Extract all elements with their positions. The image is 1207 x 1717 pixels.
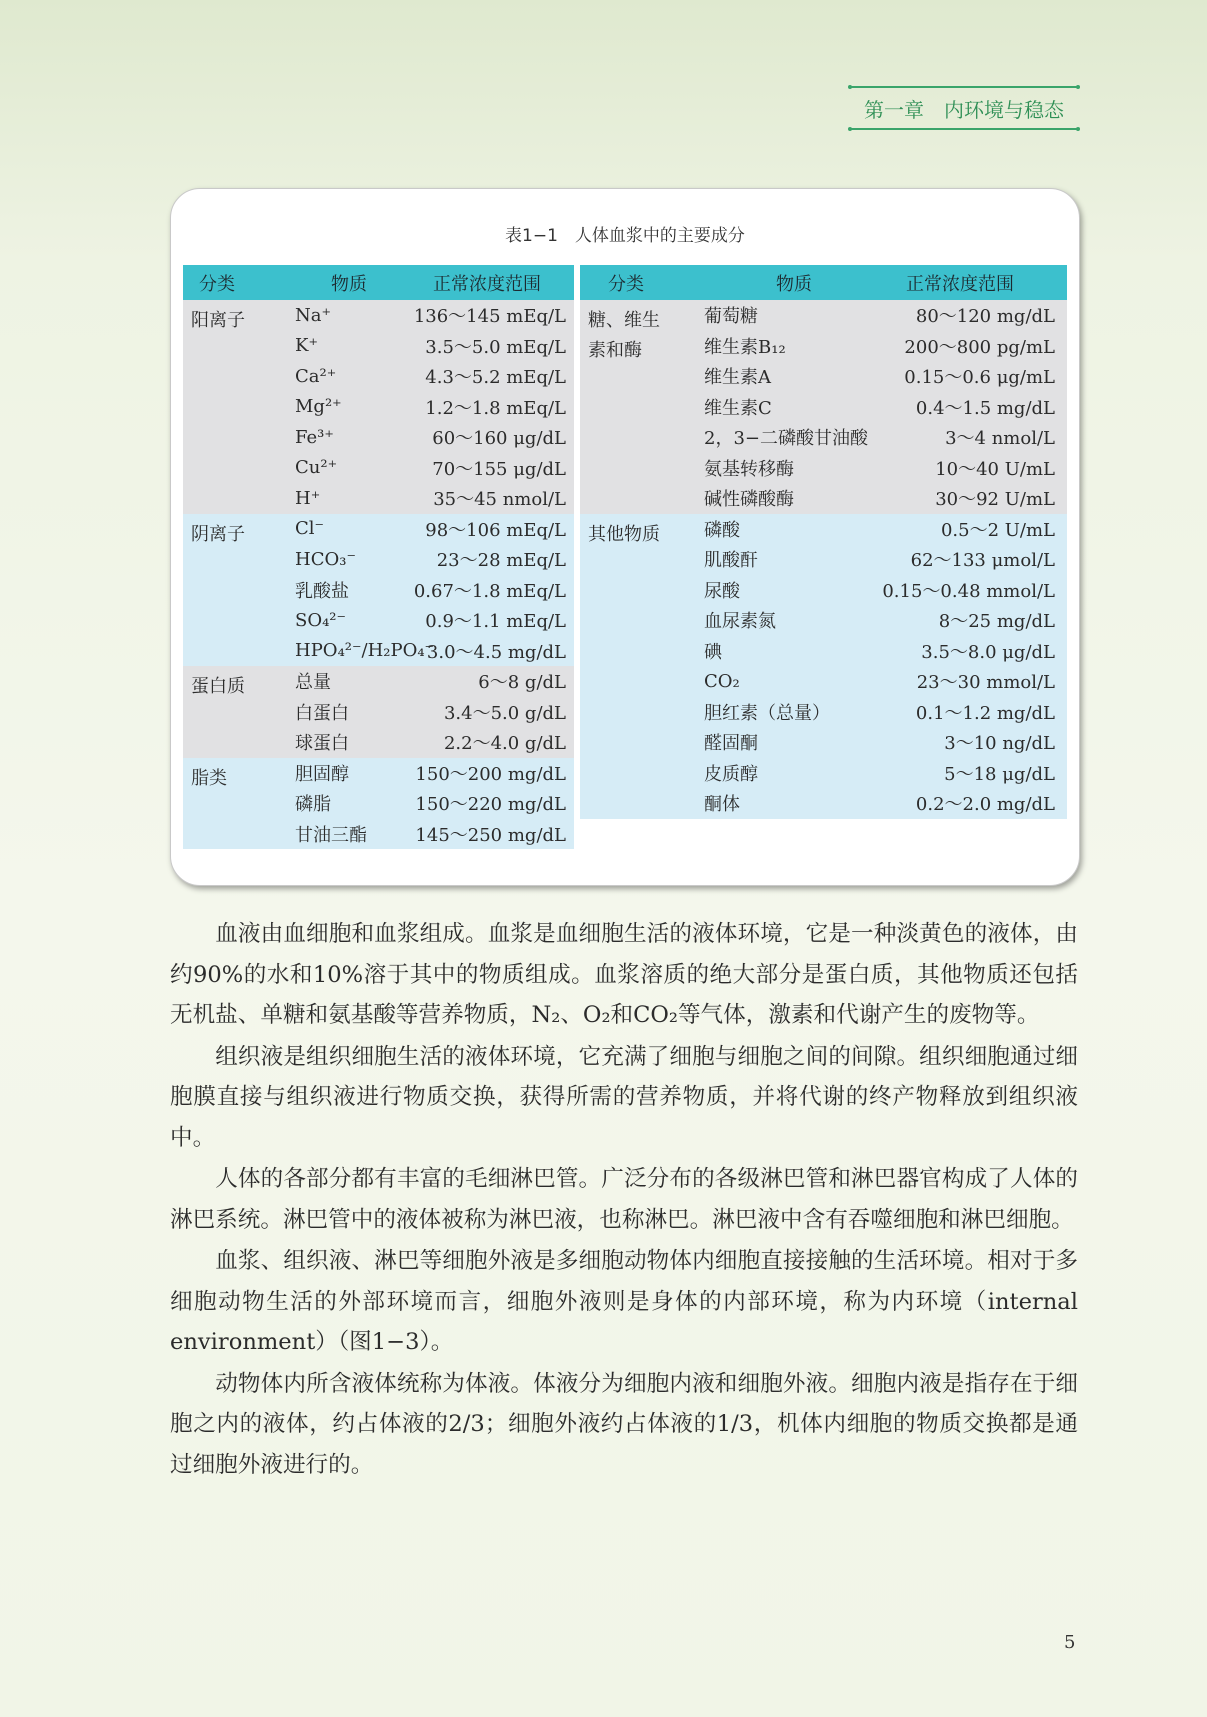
- group-category: 阴离子: [191, 523, 245, 545]
- substance-cell: 血尿素氮: [704, 611, 776, 633]
- range-cell: 60～160 μg/dL: [432, 428, 566, 450]
- table-header-left: [183, 265, 574, 300]
- substance-cell: 2，3−二磷酸甘油酸: [704, 428, 868, 450]
- table-group: [183, 514, 574, 667]
- substance-cell: 球蛋白: [295, 733, 349, 755]
- substance-cell: 肌酸酐: [704, 550, 758, 572]
- header-dot-ornament: [848, 85, 852, 89]
- range-cell: 2.2～4.0 g/dL: [443, 733, 566, 755]
- table-row: [183, 453, 574, 484]
- plasma-components-table: [170, 188, 1080, 886]
- substance-cell: Fe³⁺: [295, 426, 334, 448]
- substance-cell: 维生素A: [704, 367, 771, 389]
- table-row: [580, 392, 1067, 423]
- table-row: [183, 514, 574, 545]
- body-paragraph: 人体的各部分都有丰富的毛细淋巴管。广泛分布的各级淋巴管和淋巴器官构成了人体的淋巴系统。淋巴管中的液体被称为淋巴液，也称淋巴。淋巴液中含有吞噬细胞和淋巴细胞。: [170, 1166, 1078, 1233]
- substance-cell: 酮体: [704, 794, 740, 816]
- substance-cell: 维生素B₁₂: [704, 336, 786, 358]
- range-cell: 3.5～5.0 mEq/L: [425, 336, 566, 358]
- table-caption: 表1−1 人体血浆中的主要成分: [505, 226, 745, 246]
- table-row: [183, 758, 574, 789]
- table-group: [580, 300, 1067, 514]
- header-category: 分类: [608, 273, 644, 295]
- substance-cell: 胆红素（总量）: [704, 702, 830, 724]
- substance-cell: SO₄²⁻: [295, 609, 347, 631]
- header-substance: 物质: [776, 273, 812, 295]
- range-cell: 3～4 nmol/L: [945, 428, 1055, 450]
- table-group: [183, 758, 574, 850]
- body-paragraph: 血浆、组织液、淋巴等细胞外液是多细胞动物体内细胞直接接触的生活环境。相对于多细胞动物生活的外部环境而言，细胞外液则是身体的内部环境，称为内环境（internal environment）（图1−3）。: [170, 1248, 1078, 1355]
- table-header-right: [580, 265, 1067, 300]
- body-paragraph: 血液由血细胞和血浆组成。血浆是血细胞生活的液体环境，它是一种淡黄色的液体，由约90%的水和10%溶于其中的物质组成。血浆溶质的绝大部分是蛋白质，其他物质还包括无机盐、单糖和氨基酸等营养物质，N₂、O₂和CO₂等气体，激素和代谢产生的废物等。: [170, 921, 1078, 1028]
- table-row: [183, 697, 574, 728]
- table-row: [183, 300, 574, 331]
- group-category-line: 糖、维生: [588, 310, 660, 331]
- chapter-title: 第一章 内环境与稳态: [864, 97, 1064, 122]
- group-category-line: 素和酶: [588, 340, 642, 361]
- header-dot-ornament: [848, 127, 852, 131]
- range-cell: 0.4～1.5 mg/dL: [915, 397, 1055, 419]
- range-cell: 0.67～1.8 mEq/L: [413, 580, 566, 602]
- group-category-line: 其他物质: [588, 523, 660, 545]
- table-row: [183, 788, 574, 819]
- table-row: [183, 331, 574, 362]
- substance-cell: 总量: [295, 672, 331, 694]
- range-cell: 1.2～1.8 mEq/L: [425, 397, 566, 419]
- table-left-column: [183, 265, 574, 849]
- substance-cell: Cl⁻: [295, 518, 325, 540]
- substance-cell: Cu²⁺: [295, 457, 338, 479]
- range-cell: 23～28 mEq/L: [436, 550, 566, 572]
- header-dot-ornament: [1076, 127, 1080, 131]
- header-dot-ornament: [1076, 85, 1080, 89]
- header-range: 正常浓度范围: [906, 273, 1014, 295]
- range-cell: 80～120 mg/dL: [915, 306, 1055, 328]
- substance-cell: 醛固酮: [704, 733, 758, 755]
- range-cell: 30～92 U/mL: [935, 489, 1055, 511]
- substance-cell: Na⁺: [295, 304, 331, 326]
- substance-cell: 尿酸: [704, 580, 740, 602]
- body-paragraph: 组织液是组织细胞生活的液体环境，它充满了细胞与细胞之间的间隙。组织细胞通过细胞膜直接与组织液进行物质交换，获得所需的营养物质，并将代谢的终产物释放到组织液中。: [170, 1043, 1078, 1151]
- table-row: [580, 605, 1067, 636]
- table-row: [580, 331, 1067, 362]
- range-cell: 3.4～5.0 g/dL: [443, 702, 566, 724]
- table-row: [183, 422, 574, 453]
- body-text: [170, 914, 1078, 1486]
- table-body: [183, 265, 1067, 852]
- range-cell: 3.0～4.5 mg/dL: [426, 641, 566, 663]
- range-cell: 8～25 mg/dL: [938, 611, 1055, 633]
- range-cell: 0.1～1.2 mg/dL: [915, 702, 1055, 724]
- range-cell: 62～133 μmol/L: [910, 550, 1055, 572]
- substance-cell: Mg²⁺: [295, 396, 342, 418]
- header-substance: 物质: [331, 273, 367, 295]
- table-group: [580, 514, 1067, 819]
- substance-cell: 维生素C: [704, 397, 772, 419]
- header-range: 正常浓度范围: [433, 273, 541, 295]
- substance-cell: H⁺: [295, 487, 321, 509]
- table-row: [580, 514, 1067, 545]
- range-cell: 4.3～5.2 mEq/L: [425, 367, 566, 389]
- range-cell: 150～200 mg/dL: [415, 763, 566, 785]
- range-cell: 0.5～2 U/mL: [940, 519, 1055, 541]
- table-row: [183, 666, 574, 697]
- substance-cell: HCO₃⁻: [295, 548, 356, 570]
- range-cell: 3～10 ng/dL: [944, 733, 1055, 755]
- table-group: [183, 300, 574, 514]
- substance-cell: 磷脂: [295, 794, 331, 816]
- table-row: [183, 819, 574, 850]
- table-row: [580, 666, 1067, 697]
- substance-cell: 乳酸盐: [295, 580, 349, 602]
- range-cell: 23～30 mmol/L: [916, 672, 1055, 694]
- substance-cell: 碱性磷酸酶: [704, 489, 794, 511]
- table-row: [580, 544, 1067, 575]
- group-category: 脂类: [191, 767, 227, 789]
- range-cell: 0.15～0.48 mmol/L: [882, 580, 1055, 602]
- table-row: [580, 575, 1067, 606]
- table-row: [580, 453, 1067, 484]
- group-category: 蛋白质: [191, 676, 245, 697]
- table-row: [580, 788, 1067, 819]
- range-cell: 10～40 U/mL: [935, 458, 1055, 480]
- table-row: [580, 483, 1067, 514]
- substance-cell: 氨基转移酶: [704, 458, 794, 480]
- table-row: [580, 361, 1067, 392]
- range-cell: 35～45 nmol/L: [433, 489, 566, 511]
- table-row: [183, 544, 574, 575]
- range-cell: 70～155 μg/dL: [432, 458, 566, 480]
- substance-cell: 碘: [704, 641, 722, 663]
- range-cell: 6～8 g/dL: [478, 672, 566, 694]
- range-cell: 5～18 μg/dL: [944, 763, 1055, 785]
- range-cell: 150～220 mg/dL: [415, 794, 566, 816]
- header-category: 分类: [199, 273, 235, 295]
- table-row: [183, 636, 574, 667]
- table-row: [183, 575, 574, 606]
- range-cell: 0.2～2.0 mg/dL: [915, 794, 1055, 816]
- table-row: [183, 483, 574, 514]
- substance-cell: 甘油三酯: [295, 824, 367, 846]
- substance-cell: 白蛋白: [295, 702, 349, 724]
- body-paragraph: 动物体内所含液体统称为体液。体液分为细胞内液和细胞外液。细胞内液是指存在于细胞之内的液体，约占体液的2/3；细胞外液约占体液的1/3，机体内细胞的物质交换都是通过细胞外液进行的。: [170, 1370, 1078, 1478]
- group-category: 阳离子: [191, 310, 245, 331]
- substance-cell: 磷酸: [704, 519, 740, 541]
- table-row: [580, 422, 1067, 453]
- table-row: [580, 697, 1067, 728]
- range-cell: 145～250 mg/dL: [415, 824, 566, 846]
- table-row: [183, 392, 574, 423]
- range-cell: 98～106 mEq/L: [425, 519, 566, 541]
- table-row: [580, 300, 1067, 331]
- substance-cell: K⁺: [295, 335, 318, 357]
- substance-cell: HPO₄²⁻/H₂PO₄⁻: [295, 640, 435, 662]
- range-cell: 0.15～0.6 μg/mL: [904, 367, 1055, 389]
- range-cell: 0.9～1.1 mEq/L: [425, 611, 566, 633]
- range-cell: 3.5～8.0 μg/dL: [921, 641, 1055, 663]
- substance-cell: Ca²⁺: [295, 365, 337, 387]
- table-row: [183, 605, 574, 636]
- table-row: [183, 361, 574, 392]
- table-right-column: [580, 265, 1067, 819]
- table-row: [183, 727, 574, 758]
- range-cell: 136～145 mEq/L: [413, 306, 566, 328]
- page-number: 5: [1064, 1632, 1076, 1653]
- substance-cell: 皮质醇: [704, 763, 758, 785]
- table-group: [183, 666, 574, 758]
- table-row: [580, 636, 1067, 667]
- range-cell: 200～800 pg/mL: [904, 336, 1055, 358]
- substance-cell: 胆固醇: [295, 763, 349, 785]
- substance-cell: 葡萄糖: [704, 306, 758, 328]
- substance-cell: CO₂: [704, 670, 740, 692]
- table-row: [580, 727, 1067, 758]
- chapter-header: [850, 86, 1078, 130]
- table-row: [580, 758, 1067, 789]
